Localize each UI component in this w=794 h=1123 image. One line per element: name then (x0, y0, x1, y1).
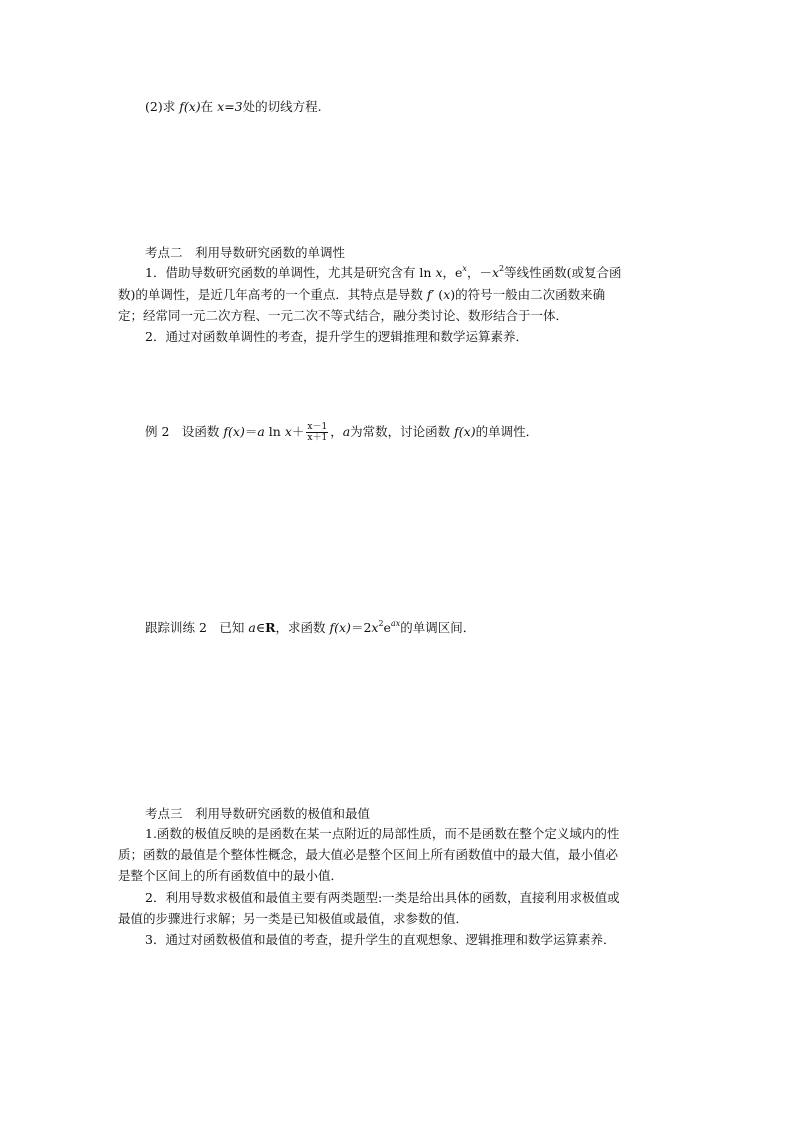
example-2: 例 2 设函数 f(x)＝a ln x＋ $\frac{x-1}{x+1}$ ，a为常数，讨论函数 f(x)的单调性． (145, 422, 539, 443)
section-3-p3: 3．通过对函数极值和最值的考查，提升学生的直观想象、逻辑推理和数学运算素养． (145, 932, 616, 947)
section-2-p1-line3: 定；经常同一元二次方程、一元二次不等式结合，融分类讨论、数形结合于一体． (118, 308, 569, 323)
section-2-p1-line2: 数)的单调性，是近几年高考的一个重点．其特点是导数 f′ (x)的符号一般由二次函数来确 (118, 287, 606, 302)
section-3-p1-line1: 1.函数的极值反映的是函数在某一点附近的局部性质，而不是函数在整个定义域内的性 (145, 826, 620, 841)
section-3-p2-line2: 最值的步骤进行求解；另一类是已知极值或最值，求参数的值． (118, 911, 469, 926)
section-3-p1-line3: 是整个区间上的所有函数值中的最小值． (118, 868, 344, 883)
function-fx: f(x) (179, 99, 201, 114)
x-equals-3: x=3 (217, 99, 243, 114)
section-2-title: 考点二 利用导数研究函数的单调性 (145, 245, 346, 260)
question-part-2: (2)求 f(x)在 x=3处的切线方程. (145, 99, 322, 114)
exercise-2: 跟踪训练 2 已知 a∈R，求函数 $f(x)=2x^2e^{ax}$的单调区间． (145, 619, 476, 635)
section-2-p2: 2．通过对函数单调性的考查，提升学生的逻辑推理和数学运算素养． (145, 329, 528, 344)
section-3-p1-line2: 质；函数的最值是个整体性概念，最大值必是整个区间上所有函数值中的最大值，最小值必 (118, 847, 619, 862)
section-3-p2-line1: 2．利用导数求极值和最值主要有两类题型:一类是给出具体的函数，直接利用求极值或 (145, 890, 620, 905)
section-3-title: 考点三 利用导数研究函数的极值和最值 (145, 806, 371, 821)
section-2-p1-line1: 1．借助导数研究函数的单调性，尤其是研究含有 ln x，$e^x$，$-x^2$等线性函数(或复合函 (145, 264, 622, 280)
fraction: $\frac{x-1}{x+1}$ (307, 422, 328, 443)
